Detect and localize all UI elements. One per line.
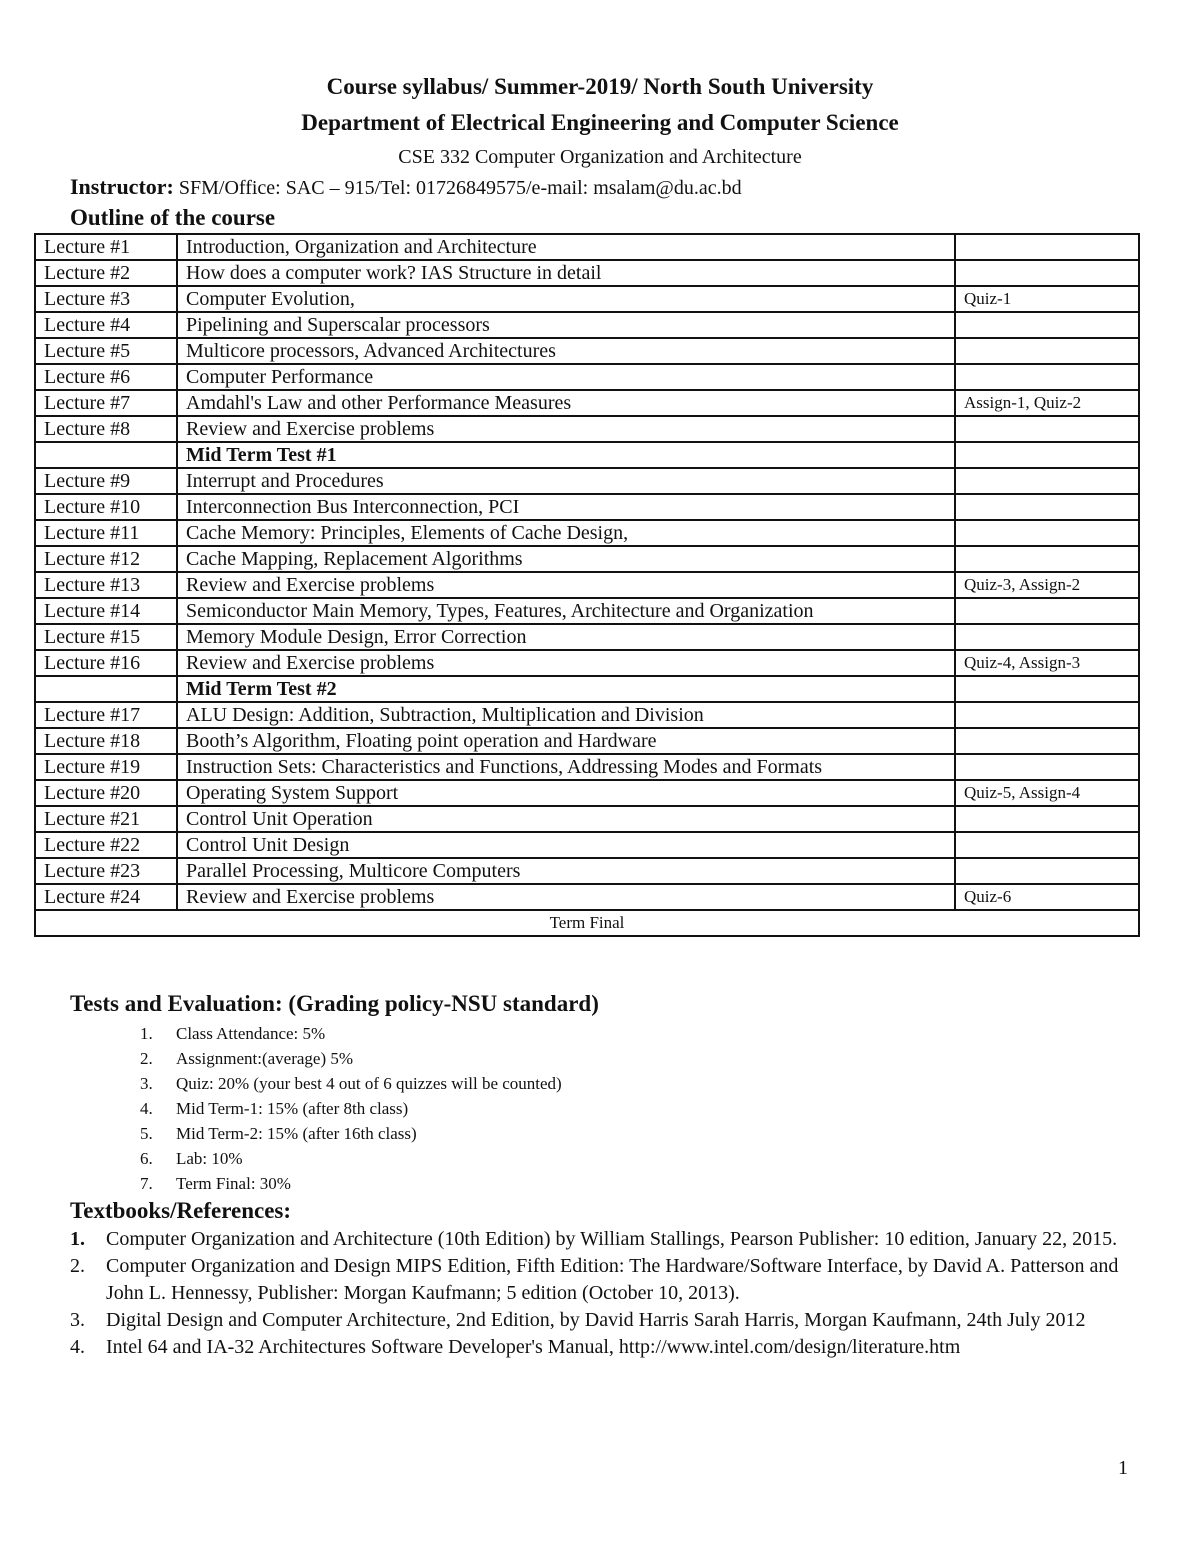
list-number: 5. xyxy=(140,1124,153,1143)
reference-item xyxy=(70,1253,1150,1307)
evaluation-list xyxy=(140,1021,562,1196)
topic-cell: Review and Exercise problems xyxy=(177,416,955,442)
note-cell: Quiz-5, Assign-4 xyxy=(955,780,1139,806)
list-number: 6. xyxy=(140,1149,153,1168)
lecture-cell: Lecture #1 xyxy=(35,234,177,260)
topic-cell: Interrupt and Procedures xyxy=(177,468,955,494)
reference-text: Digital Design and Computer Architecture, 2nd Edition, by David Harris Sarah Harris, Morgan Kaufmann, 24th July 2012 xyxy=(106,1309,1086,1331)
lecture-cell: Lecture #6 xyxy=(35,364,177,390)
lecture-cell: Lecture #16 xyxy=(35,650,177,676)
lecture-cell: Lecture #23 xyxy=(35,858,177,884)
table-row xyxy=(35,312,1139,338)
list-number: 4. xyxy=(70,1336,85,1358)
list-number: 1. xyxy=(140,1024,153,1043)
department-title: Department of Electrical Engineering and Computer Science xyxy=(301,110,899,135)
note-cell: Quiz-6 xyxy=(955,884,1139,910)
textbooks-heading: Textbooks/References: xyxy=(70,1198,292,1223)
topic-cell: Introduction, Organization and Architecture xyxy=(177,234,955,260)
table-row xyxy=(35,858,1139,884)
note-cell xyxy=(955,468,1139,494)
table-row xyxy=(35,494,1139,520)
topic-cell: Instruction Sets: Characteristics and Functions, Addressing Modes and Formats xyxy=(177,754,955,780)
note-cell xyxy=(955,858,1139,884)
list-text: Assignment:(average) 5% xyxy=(176,1049,354,1068)
note-cell xyxy=(955,754,1139,780)
reference-item xyxy=(70,1334,1150,1361)
table-row xyxy=(35,832,1139,858)
table-row xyxy=(35,806,1139,832)
table-row xyxy=(35,468,1139,494)
topic-cell: Control Unit Design xyxy=(177,832,955,858)
note-cell xyxy=(955,598,1139,624)
table-row xyxy=(35,650,1139,676)
table-row xyxy=(35,598,1139,624)
note-cell: Assign-1, Quiz-2 xyxy=(955,390,1139,416)
note-cell xyxy=(955,338,1139,364)
note-cell: Quiz-4, Assign-3 xyxy=(955,650,1139,676)
lecture-cell: Lecture #10 xyxy=(35,494,177,520)
table-row xyxy=(35,546,1139,572)
table-row xyxy=(35,702,1139,728)
topic-cell: Cache Mapping, Replacement Algorithms xyxy=(177,546,955,572)
note-cell xyxy=(955,494,1139,520)
table-row xyxy=(35,754,1139,780)
instructor-label: Instructor: xyxy=(70,174,174,199)
table-row xyxy=(35,780,1139,806)
lecture-cell: Lecture #8 xyxy=(35,416,177,442)
topic-cell: Control Unit Operation xyxy=(177,806,955,832)
lecture-cell: Lecture #13 xyxy=(35,572,177,598)
topic-cell: Review and Exercise problems xyxy=(177,650,955,676)
topic-cell: Computer Evolution, xyxy=(177,286,955,312)
note-cell xyxy=(955,312,1139,338)
note-cell: Quiz-1 xyxy=(955,286,1139,312)
list-number: 2. xyxy=(70,1255,85,1277)
table-row xyxy=(35,884,1139,910)
topic-cell: Review and Exercise problems xyxy=(177,884,955,910)
list-text: Term Final: 30% xyxy=(176,1174,291,1193)
lecture-cell: Lecture #17 xyxy=(35,702,177,728)
list-item xyxy=(140,1171,562,1196)
lecture-cell xyxy=(35,442,177,468)
list-text: Lab: 10% xyxy=(176,1149,243,1168)
lecture-cell: Lecture #3 xyxy=(35,286,177,312)
reference-text: Computer Organization and Design MIPS Edition, Fifth Edition: The Hardware/Software Interface, by David A. Patterson and John L. Hennessy, Publisher: Morgan Kaufmann; 5 edition (October 10, 2013). xyxy=(106,1255,1119,1304)
list-number: 7. xyxy=(140,1174,153,1193)
topic-cell: Mid Term Test #2 xyxy=(177,676,955,702)
lecture-cell: Lecture #19 xyxy=(35,754,177,780)
lecture-cell: Lecture #14 xyxy=(35,598,177,624)
lecture-cell: Lecture #18 xyxy=(35,728,177,754)
topic-cell: Semiconductor Main Memory, Types, Features, Architecture and Organization xyxy=(177,598,955,624)
topic-cell: Memory Module Design, Error Correction xyxy=(177,624,955,650)
table-row xyxy=(35,416,1139,442)
list-text: Mid Term-2: 15% (after 16th class) xyxy=(176,1124,417,1143)
note-cell xyxy=(955,806,1139,832)
note-cell xyxy=(955,260,1139,286)
lecture-cell: Lecture #4 xyxy=(35,312,177,338)
term-final-cell: Term Final xyxy=(35,910,1139,936)
reference-item xyxy=(70,1226,1150,1253)
note-cell xyxy=(955,728,1139,754)
page-number: 1 xyxy=(1118,1457,1128,1479)
table-row xyxy=(35,260,1139,286)
list-item xyxy=(140,1021,562,1046)
table-row xyxy=(35,728,1139,754)
table-row xyxy=(35,234,1139,260)
lecture-cell: Lecture #9 xyxy=(35,468,177,494)
lecture-cell: Lecture #12 xyxy=(35,546,177,572)
list-text: Class Attendance: 5% xyxy=(176,1024,326,1043)
table-row xyxy=(35,364,1139,390)
outline-heading: Outline of the course xyxy=(70,205,276,230)
topic-cell: Cache Memory: Principles, Elements of Cache Design, xyxy=(177,520,955,546)
list-text: Quiz: 20% (your best 4 out of 6 quizzes will be counted) xyxy=(176,1074,562,1093)
note-cell xyxy=(955,364,1139,390)
list-number: 3. xyxy=(70,1309,85,1331)
list-item xyxy=(140,1071,562,1096)
note-cell xyxy=(955,416,1139,442)
reference-item xyxy=(70,1307,1150,1334)
list-number: 1. xyxy=(70,1228,85,1250)
topic-cell: Amdahl's Law and other Performance Measures xyxy=(177,390,955,416)
note-cell xyxy=(955,624,1139,650)
note-cell xyxy=(955,832,1139,858)
note-cell xyxy=(955,442,1139,468)
topic-cell: Booth’s Algorithm, Floating point operation and Hardware xyxy=(177,728,955,754)
topic-cell: ALU Design: Addition, Subtraction, Multiplication and Division xyxy=(177,702,955,728)
lecture-cell: Lecture #21 xyxy=(35,806,177,832)
list-number: 2. xyxy=(140,1049,153,1068)
table-row xyxy=(35,572,1139,598)
lecture-cell: Lecture #11 xyxy=(35,520,177,546)
table-row xyxy=(35,676,1139,702)
topic-cell: Computer Performance xyxy=(177,364,955,390)
page-title: Course syllabus/ Summer-2019/ North South University xyxy=(326,74,874,99)
list-item xyxy=(140,1146,562,1171)
list-number: 3. xyxy=(140,1074,153,1093)
list-item xyxy=(140,1096,562,1121)
lecture-cell: Lecture #7 xyxy=(35,390,177,416)
reference-text: Computer Organization and Architecture (10th Edition) by William Stallings, Pearson Publisher: 10 edition, January 22, 2015. xyxy=(106,1228,1118,1250)
topic-cell: Multicore processors, Advanced Architectures xyxy=(177,338,955,364)
topic-cell: Parallel Processing, Multicore Computers xyxy=(177,858,955,884)
topic-cell: Review and Exercise problems xyxy=(177,572,955,598)
lecture-cell: Lecture #22 xyxy=(35,832,177,858)
lecture-cell: Lecture #5 xyxy=(35,338,177,364)
lecture-cell: Lecture #20 xyxy=(35,780,177,806)
topic-cell: Pipelining and Superscalar processors xyxy=(177,312,955,338)
note-cell xyxy=(955,234,1139,260)
note-cell xyxy=(955,676,1139,702)
term-final-row xyxy=(35,910,1139,936)
reference-text: Intel 64 and IA-32 Architectures Software Developer's Manual, http://www.intel.com/design/literature.htm xyxy=(106,1336,961,1358)
topic-cell: Operating System Support xyxy=(177,780,955,806)
topic-cell: Mid Term Test #1 xyxy=(177,442,955,468)
table-row xyxy=(35,520,1139,546)
list-item xyxy=(140,1121,562,1146)
note-cell xyxy=(955,520,1139,546)
textbooks-list xyxy=(70,1226,1150,1361)
lecture-cell: Lecture #15 xyxy=(35,624,177,650)
table-row xyxy=(35,390,1139,416)
table-row xyxy=(35,442,1139,468)
note-cell xyxy=(955,702,1139,728)
instructor-line xyxy=(70,174,742,200)
list-number: 4. xyxy=(140,1099,153,1118)
table-row xyxy=(35,624,1139,650)
note-cell: Quiz-3, Assign-2 xyxy=(955,572,1139,598)
table-row xyxy=(35,286,1139,312)
course-title: CSE 332 Computer Organization and Architecture xyxy=(398,146,802,168)
lecture-cell: Lecture #24 xyxy=(35,884,177,910)
list-text: Mid Term-1: 15% (after 8th class) xyxy=(176,1099,409,1118)
topic-cell: Interconnection Bus Interconnection, PCI xyxy=(177,494,955,520)
lecture-cell: Lecture #2 xyxy=(35,260,177,286)
course-schedule-table xyxy=(34,233,1140,937)
topic-cell: How does a computer work? IAS Structure in detail xyxy=(177,260,955,286)
note-cell xyxy=(955,546,1139,572)
lecture-cell xyxy=(35,676,177,702)
instructor-info: SFM/Office: SAC – 915/Tel: 01726849575/e-mail: msalam@du.ac.bd xyxy=(173,177,742,199)
table-row xyxy=(35,338,1139,364)
list-item xyxy=(140,1046,562,1071)
evaluation-heading: Tests and Evaluation: (Grading policy-NSU standard) xyxy=(70,991,599,1016)
